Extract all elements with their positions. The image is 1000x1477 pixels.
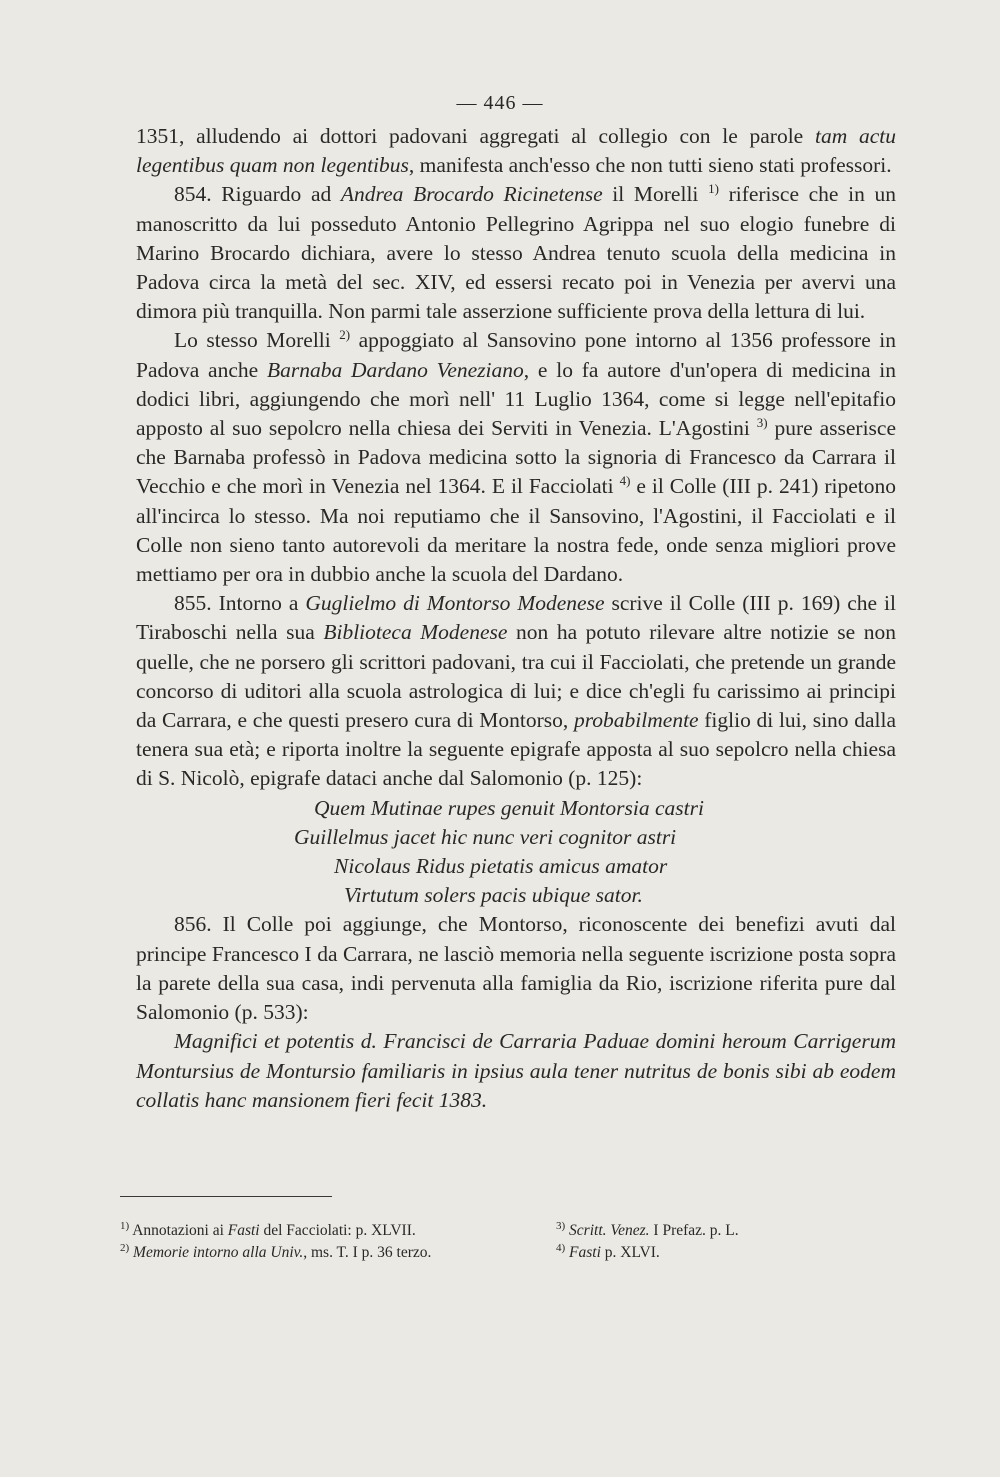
- page-number: — 446 —: [456, 92, 544, 114]
- text-run: non ha potuto rilevare altre notizie se non quelle, che ne porsero gli scrittori padovani, tra cui il Facciolati, che pretende un grande concorso di uditori alla scuola astrologica di lui; e dice ch'egli fu carissimo ai principi da Carrara, e che questi presero cura di Montorso,: [136, 620, 896, 733]
- text-run: e il Colle (III p. 241) ripetono all'incirca lo stesso. Ma noi reputiamo che il Sansovino, l'Agostini, il Facciolati e il Colle non sieno tanto autorevoli da meritare la nostra fede, onde senza migliori prove mettiamo per ora in dubbio anche la scuola del Dardano.: [136, 474, 896, 587]
- text-run: riferisce che in un manoscritto da lui posseduto Antonio Pellegrino Agrippa nel suo elogio funebre di Marino Brocardo dichiara, avere lo stesso Andrea tenuto scuola della medicina in Padova circa la metà del sec. XIV, ed essersi recato poi in Venezia per avervi una dimora più tranquilla. Non parmi tale asserzione sufficiente prova della lettura di lui.: [136, 182, 897, 324]
- text-run: 1351, alludendo ai dottori padovani aggregati al collegio con le parole: [136, 124, 815, 148]
- footnote-ref: 3): [756, 415, 768, 431]
- paragraph-morelli: [136, 326, 896, 589]
- epigraph-line: Nicolaus Ridus pietatis amicus amator: [334, 854, 668, 879]
- epigraph-line: Guillelmus jacet hic nunc veri cognitor astri: [294, 824, 677, 849]
- text-run: il Morelli: [602, 182, 709, 207]
- text-run: appoggiato al Sansovino pone intorno al 1356 professore in Padova anche: [136, 328, 896, 382]
- footnote-3: [556, 1220, 896, 1242]
- paragraph-855: [136, 589, 896, 793]
- epigraph-line: Virtutum solers pacis ubique sator.: [344, 883, 643, 908]
- text-run: del Facciolati: p. XLVII.: [259, 1222, 416, 1239]
- paragraph-continued: [136, 122, 896, 180]
- text-run: I Prefaz. p. L.: [649, 1222, 739, 1239]
- paragraph-856: 856. Il Colle poi aggiunge, che Montorso, riconoscente dei benefizi avuti dal principe Francesco I da Carrara, ne lasciò memoria nella seguente iscrizione posta sopra la parete della sua casa, indi pervenuta alla famiglia da Rio, iscrizione riferita pure dal Salomonio (p. 533):: [136, 912, 896, 1025]
- footnote-ref: 2): [339, 327, 351, 343]
- text-run: 855. Intorno a: [174, 591, 306, 616]
- main-text: [136, 122, 896, 1115]
- paragraph-854: [136, 180, 896, 326]
- inscription-text: Magnifici et potentis d. Francisci de Carraria Paduae domini heroum Carrigerum Montursius de Montursio familiaris in ipsius aula tener nutritus de bonis sibi ab eodem collatis hanc mansionem fieri fecit 1383.: [136, 1029, 896, 1112]
- italic-word: probabilmente: [573, 708, 699, 733]
- text-run: pure asserisce che Barnaba professò in Padova medicina sotto la signoria di Francesco da Carrara il Vecchio e che morì in Venezia nel 1364. E il Facciolati: [136, 416, 896, 499]
- italic-title: Memorie intorno alla Univ.: [133, 1244, 304, 1261]
- footnotes-left-column: [120, 1220, 510, 1264]
- italic-title: Biblioteca Modenese: [323, 620, 508, 645]
- italic-quote: tam actu legentibus quam non legentibus: [136, 124, 896, 178]
- italic-name: Barnaba Dardano Veneziano: [266, 357, 524, 382]
- italic-name: Guglielmo di Montorso Modenese: [305, 591, 605, 616]
- italic-name: Andrea Brocardo Ricinetense: [340, 182, 603, 207]
- footnotes-right-column: [556, 1220, 896, 1264]
- footnote-ref: 1): [708, 181, 719, 197]
- text-run: Lo stesso Morelli: [174, 328, 340, 353]
- footnote-divider: [120, 1196, 332, 1197]
- footnote-mark: 4): [556, 1242, 566, 1254]
- text-run: , ms. T. I p. 36 terzo.: [303, 1244, 432, 1261]
- italic-title: Fasti: [569, 1244, 601, 1261]
- text-run: scrive il Colle (III p. 169) che il Tiraboschi nella sua: [136, 591, 896, 645]
- footnote-mark: 3): [556, 1220, 566, 1232]
- italic-title: Scritt. Venez.: [569, 1222, 650, 1239]
- footnote-mark: 2): [120, 1242, 130, 1254]
- footnote-2: [120, 1242, 510, 1264]
- text-run: figlio di lui, sino dalla tenera sua età; e riporta inoltre la seguente epigrafe apposta al suo sepolcro nella chiesa di S. Nicolò, epigrafe dataci anche dal Salomonio (p. 125):: [136, 708, 897, 791]
- text-run: Annotazioni ai: [129, 1222, 228, 1239]
- text-run: p. XLVI.: [600, 1244, 660, 1261]
- footnote-1: [120, 1220, 510, 1242]
- footnote-4: [556, 1242, 896, 1264]
- text-run: , e lo fa autore d'un'opera di medicina in dodici libri, aggiungendo che morì nell' 11 Luglio 1364, come si legge nell'epitafio apposto al suo sepolcro nella chiesa dei Serviti in Venezia. L'Agostini: [136, 357, 896, 441]
- text-run: , manifesta anch'esso che non tutti sieno stati professori.: [408, 153, 892, 178]
- italic-title: Fasti: [227, 1222, 260, 1239]
- epigraph-line: Quem Mutinae rupes genuit Montorsia castri: [314, 795, 704, 820]
- footnote-ref: 4): [619, 473, 631, 489]
- text-run: 854. Riguardo ad: [174, 182, 341, 207]
- footnote-mark: 1): [120, 1220, 130, 1232]
